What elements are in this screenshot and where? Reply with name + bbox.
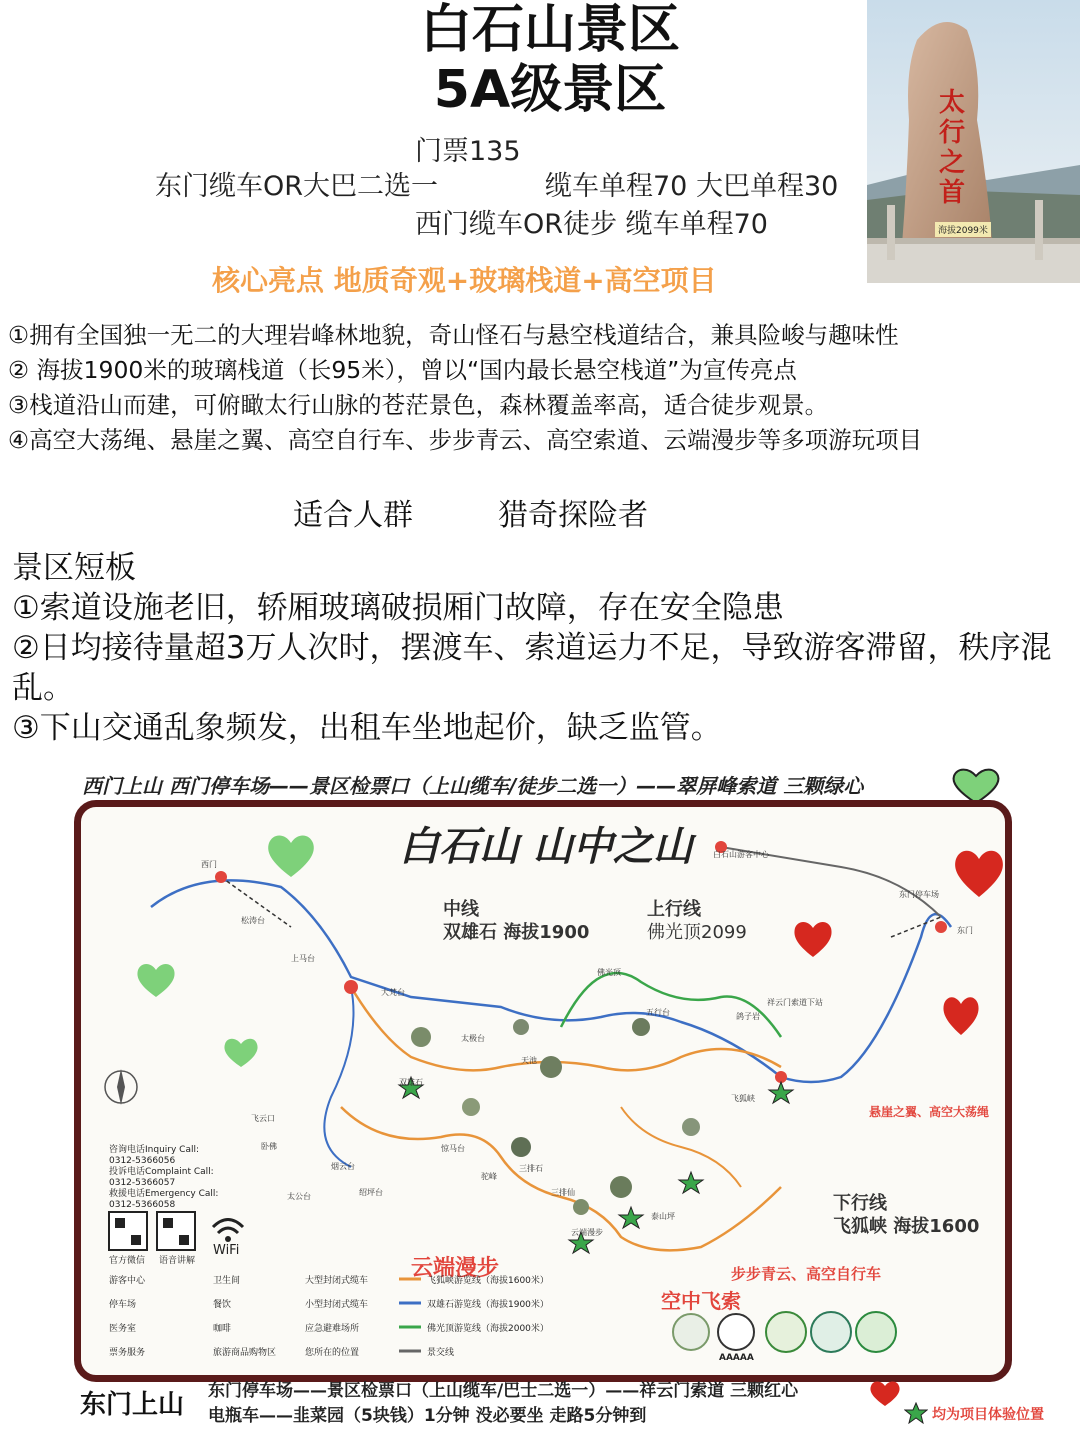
place-label: 飞云口: [251, 1114, 275, 1123]
down-route-desc: 飞狐峡 海拔1600: [833, 1216, 980, 1237]
legend-item: 小型封闭式缆车: [305, 1300, 369, 1310]
east-gate-line1: 东门停车场——景区检票口（上山缆车/巴士二选一）——祥云门索道 三颗红心: [208, 1381, 799, 1401]
shortcoming-item: ②日均接待量超3万人次时，摆渡车、索道运力不足，导致游客滞留，秩序混乱。: [12, 630, 1052, 706]
place-label: 白石山游客中心: [713, 850, 769, 859]
legend-item: 佛光顶游览线（海拔2000米）: [427, 1324, 549, 1334]
legend-item: 停车场: [109, 1300, 137, 1310]
core-highlight: 核心亮点 地质奇观+玻璃栈道+高空项目: [212, 264, 717, 297]
down-route-name: 下行线: [833, 1193, 887, 1214]
legend-item: 景交线: [427, 1348, 455, 1358]
shortcomings-section: [12, 548, 1078, 748]
photo-plate: 海拔2099米: [935, 222, 991, 237]
place-label: 绍坪台: [359, 1188, 383, 1197]
legend-item: 餐饮: [213, 1300, 232, 1310]
scenic-photo: [867, 0, 1080, 283]
place-label: 天池: [521, 1056, 537, 1065]
red-heart-icon: [868, 1380, 902, 1412]
scenic-map: [74, 800, 1012, 1382]
place-label: 双雄石: [399, 1078, 423, 1087]
east-gate-line2: 电瓶车——韭菜园（5块钱）1分钟 没必要坐 走路5分钟到: [208, 1406, 647, 1426]
place-label: 东门停车场: [899, 890, 939, 899]
legend-item: 咖啡: [213, 1324, 232, 1334]
map-routes: [81, 807, 1005, 1375]
shortcoming-item: ③下山交通乱象频发，出租车坐地起价，缺乏监管。: [12, 710, 722, 746]
ticket-price: 门票135: [415, 136, 521, 167]
legend-item: 卫生间: [213, 1276, 241, 1286]
wifi-label: WiFi: [213, 1243, 240, 1258]
phone-line: 投诉电话Complaint Call:: [109, 1167, 214, 1177]
map-top-caption: 西门上山 西门停车场——景区检票口（上山缆车/徒步二选一）——翠屏峰索道 三颗绿心: [82, 774, 864, 798]
legend-item: 飞狐峡游览线（海拔1600米）: [427, 1276, 549, 1286]
point-item: ④高空大荡绳、悬崖之翼、高空自行车、步步青云、高空索道、云端漫步等多项游玩项目: [8, 426, 923, 454]
shortcomings-title: 景区短板: [12, 550, 136, 586]
legend-item: 双雄石游览线（海拔1900米）: [427, 1300, 549, 1310]
place-label: 东门: [957, 926, 973, 935]
highlight-points: [8, 318, 922, 458]
point-item: ② 海拔1900米的玻璃栈道（长95米），曾以“国内最长悬空栈道”为宣传亮点: [8, 356, 797, 384]
legend-item: 您所在的位置: [305, 1348, 360, 1358]
phone-line: 咨询电话Inquiry Call:: [109, 1145, 199, 1155]
shortcoming-item: ①索道设施老旧，轿厢玻璃破损厢门故障，存在安全隐患: [12, 590, 784, 626]
place-label: 太公台: [287, 1192, 311, 1201]
place-label: 卧佛: [261, 1142, 277, 1151]
legend-item: 医务室: [109, 1324, 137, 1334]
place-label: 松涛台: [241, 916, 265, 925]
east-gate-route: [208, 1379, 798, 1429]
place-label: 鸽子岩: [736, 1012, 760, 1021]
place-label: 太极台: [461, 1034, 485, 1043]
phone-info: [109, 1145, 218, 1211]
5a-badge-text: AAAAA: [719, 1353, 754, 1363]
east-gate-price: 缆车单程70 大巴单程30: [545, 171, 839, 202]
qr-label-wechat: 官方微信: [109, 1256, 146, 1266]
place-label: 西门: [201, 860, 217, 869]
place-label: 佛光顶: [597, 968, 621, 977]
place-label: 烟云台: [331, 1162, 355, 1171]
legend-item: 应急避难场所: [305, 1324, 360, 1334]
crowd-value: 猎奇探险者: [498, 498, 648, 533]
legend-item: 旅游商品购物区: [213, 1348, 277, 1358]
map-title: 白石山 山中之山: [399, 824, 693, 870]
up-route-name: 上行线: [647, 899, 701, 920]
place-label: 驼峰: [481, 1172, 497, 1181]
phone-line: 0312-5366058: [109, 1200, 176, 1210]
legend-item: 大型封闭式缆车: [305, 1276, 369, 1286]
point-item: ③栈道沿山而建，可俯瞰太行山脉的苍茫景色，森林覆盖率高，适合徒步观景。: [8, 391, 829, 419]
east-gate-title: 东门上山: [80, 1390, 185, 1420]
photo-sign-text: 太行之首: [939, 88, 966, 208]
west-gate-option: 西门缆车OR徒步 缆车单程70: [415, 209, 768, 240]
place-label: 飞狐峡: [731, 1094, 755, 1103]
point-item: ①拥有全国独一无二的大理岩峰林地貌，奇山怪石与悬空栈道结合，兼具险峻与趣味性: [8, 321, 899, 349]
cliff-wing-label: 悬崖之翼、高空大荡绳: [869, 1105, 990, 1119]
place-label: 云端漫步: [571, 1228, 603, 1237]
place-label: 大梵台: [381, 988, 405, 997]
phone-line: 0312-5366056: [109, 1156, 176, 1166]
mid-route-desc: 双雄石 海拔1900: [443, 922, 590, 943]
sky-bike-label: 步步青云、高空自行车: [731, 1265, 882, 1283]
place-label: 泰山坪: [651, 1212, 675, 1221]
mid-route-name: 中线: [443, 899, 479, 920]
cloud-walk-label: 云端漫步: [411, 1256, 500, 1281]
phone-line: 救援电话Emergency Call:: [109, 1189, 219, 1199]
place-label: 三排石: [519, 1164, 543, 1173]
place-label: 惊马台: [441, 1144, 465, 1153]
star-legend-note: 均为项目体验位置: [932, 1407, 1044, 1423]
east-gate-option: 东门缆车OR大巴二选一: [155, 171, 439, 202]
phone-line: 0312-5366057: [109, 1178, 176, 1188]
qr-label-audio: 语音讲解: [159, 1256, 196, 1266]
crowd-label: 适合人群: [293, 498, 413, 533]
page-subtitle: 5A级景区: [433, 60, 667, 120]
place-label: 祥云门索道下站: [767, 998, 823, 1007]
green-star-icon: [904, 1402, 928, 1428]
place-label: 三排仙: [551, 1188, 575, 1197]
legend-item: 游客中心: [109, 1276, 146, 1286]
page-title: 白石山景区: [419, 0, 680, 60]
up-route-desc: 佛光顶2099: [647, 922, 747, 943]
zipline-label: 空中飞索: [661, 1289, 741, 1313]
place-label: 五行台: [646, 1008, 670, 1017]
place-label: 上马台: [291, 954, 315, 963]
legend-item: 票务服务: [109, 1348, 146, 1358]
